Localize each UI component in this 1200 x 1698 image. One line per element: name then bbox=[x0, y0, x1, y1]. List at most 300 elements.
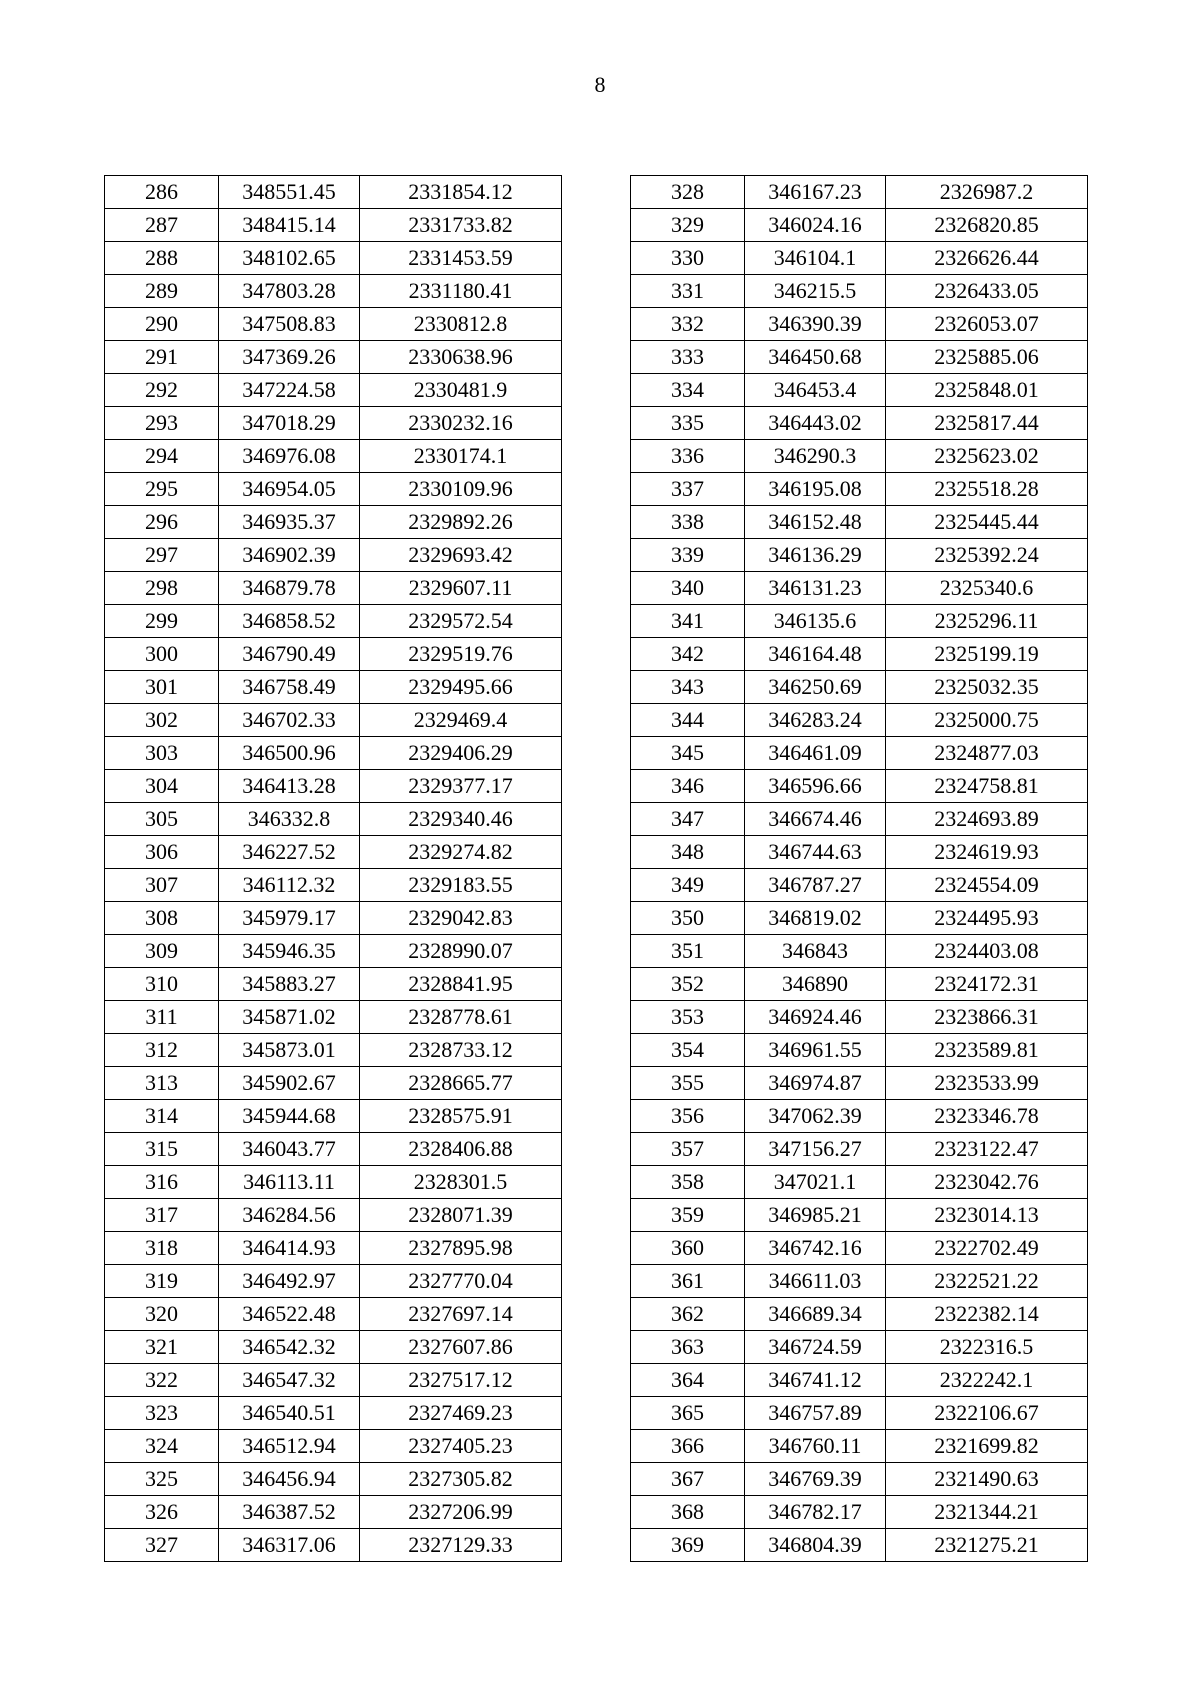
x-coordinate-cell: 346879.78 bbox=[219, 572, 360, 605]
x-coordinate-cell: 346195.08 bbox=[745, 473, 886, 506]
x-coordinate-cell: 346024.16 bbox=[745, 209, 886, 242]
y-coordinate-cell: 2324495.93 bbox=[886, 902, 1088, 935]
x-coordinate-cell: 345871.02 bbox=[219, 1001, 360, 1034]
y-coordinate-cell: 2321490.63 bbox=[886, 1463, 1088, 1496]
y-coordinate-cell: 2327206.99 bbox=[360, 1496, 562, 1529]
y-coordinate-cell: 2329607.11 bbox=[360, 572, 562, 605]
point-number-cell: 315 bbox=[105, 1133, 219, 1166]
point-number-cell: 322 bbox=[105, 1364, 219, 1397]
x-coordinate-cell: 347803.28 bbox=[219, 275, 360, 308]
x-coordinate-cell: 346742.16 bbox=[745, 1232, 886, 1265]
x-coordinate-cell: 346935.37 bbox=[219, 506, 360, 539]
table-row bbox=[631, 1166, 1088, 1199]
point-number-cell: 361 bbox=[631, 1265, 745, 1298]
x-coordinate-cell: 346414.93 bbox=[219, 1232, 360, 1265]
y-coordinate-cell: 2329519.76 bbox=[360, 638, 562, 671]
y-coordinate-cell: 2324877.03 bbox=[886, 737, 1088, 770]
table-row bbox=[105, 374, 562, 407]
table-row bbox=[105, 737, 562, 770]
y-coordinate-cell: 2328575.91 bbox=[360, 1100, 562, 1133]
table-row bbox=[631, 704, 1088, 737]
table-row bbox=[105, 935, 562, 968]
x-coordinate-cell: 346522.48 bbox=[219, 1298, 360, 1331]
point-number-cell: 358 bbox=[631, 1166, 745, 1199]
y-coordinate-cell: 2327607.86 bbox=[360, 1331, 562, 1364]
x-coordinate-cell: 346413.28 bbox=[219, 770, 360, 803]
table-row bbox=[105, 1496, 562, 1529]
table-row bbox=[105, 506, 562, 539]
point-number-cell: 300 bbox=[105, 638, 219, 671]
x-coordinate-cell: 346167.23 bbox=[745, 176, 886, 209]
x-coordinate-cell: 346387.52 bbox=[219, 1496, 360, 1529]
table-row bbox=[105, 1034, 562, 1067]
point-number-cell: 303 bbox=[105, 737, 219, 770]
table-row bbox=[105, 704, 562, 737]
table-row bbox=[105, 539, 562, 572]
table-row bbox=[631, 1298, 1088, 1331]
point-number-cell: 317 bbox=[105, 1199, 219, 1232]
table-row bbox=[105, 671, 562, 704]
x-coordinate-cell: 346136.29 bbox=[745, 539, 886, 572]
table-row bbox=[105, 473, 562, 506]
point-number-cell: 316 bbox=[105, 1166, 219, 1199]
point-number-cell: 353 bbox=[631, 1001, 745, 1034]
table-body-right bbox=[631, 176, 1088, 1562]
point-number-cell: 354 bbox=[631, 1034, 745, 1067]
table-row bbox=[105, 1430, 562, 1463]
point-number-cell: 332 bbox=[631, 308, 745, 341]
x-coordinate-cell: 347062.39 bbox=[745, 1100, 886, 1133]
table-row bbox=[105, 1001, 562, 1034]
x-coordinate-cell: 347369.26 bbox=[219, 341, 360, 374]
point-number-cell: 338 bbox=[631, 506, 745, 539]
y-coordinate-cell: 2330812.8 bbox=[360, 308, 562, 341]
x-coordinate-cell: 347508.83 bbox=[219, 308, 360, 341]
x-coordinate-cell: 346954.05 bbox=[219, 473, 360, 506]
table-row bbox=[105, 1298, 562, 1331]
table-row bbox=[631, 1133, 1088, 1166]
table-row bbox=[105, 572, 562, 605]
point-number-cell: 342 bbox=[631, 638, 745, 671]
point-number-cell: 325 bbox=[105, 1463, 219, 1496]
table-row bbox=[631, 572, 1088, 605]
point-number-cell: 291 bbox=[105, 341, 219, 374]
point-number-cell: 347 bbox=[631, 803, 745, 836]
x-coordinate-cell: 346112.32 bbox=[219, 869, 360, 902]
y-coordinate-cell: 2323042.76 bbox=[886, 1166, 1088, 1199]
y-coordinate-cell: 2324554.09 bbox=[886, 869, 1088, 902]
y-coordinate-cell: 2328733.12 bbox=[360, 1034, 562, 1067]
point-number-cell: 319 bbox=[105, 1265, 219, 1298]
x-coordinate-cell: 347224.58 bbox=[219, 374, 360, 407]
table-row bbox=[631, 440, 1088, 473]
point-number-cell: 292 bbox=[105, 374, 219, 407]
point-number-cell: 330 bbox=[631, 242, 745, 275]
y-coordinate-cell: 2330232.16 bbox=[360, 407, 562, 440]
y-coordinate-cell: 2331453.59 bbox=[360, 242, 562, 275]
point-number-cell: 352 bbox=[631, 968, 745, 1001]
point-number-cell: 299 bbox=[105, 605, 219, 638]
y-coordinate-cell: 2321275.21 bbox=[886, 1529, 1088, 1562]
y-coordinate-cell: 2330481.9 bbox=[360, 374, 562, 407]
x-coordinate-cell: 346390.39 bbox=[745, 308, 886, 341]
coordinates-table-right bbox=[630, 175, 1088, 1562]
x-coordinate-cell: 346890 bbox=[745, 968, 886, 1001]
page-number: 8 bbox=[594, 72, 606, 97]
table-row bbox=[631, 638, 1088, 671]
x-coordinate-cell: 346790.49 bbox=[219, 638, 360, 671]
x-coordinate-cell: 346290.3 bbox=[745, 440, 886, 473]
table-row bbox=[105, 1397, 562, 1430]
table-row bbox=[105, 1232, 562, 1265]
point-number-cell: 308 bbox=[105, 902, 219, 935]
table-row bbox=[631, 506, 1088, 539]
point-number-cell: 304 bbox=[105, 770, 219, 803]
point-number-cell: 343 bbox=[631, 671, 745, 704]
y-coordinate-cell: 2331854.12 bbox=[360, 176, 562, 209]
x-coordinate-cell: 345902.67 bbox=[219, 1067, 360, 1100]
point-number-cell: 364 bbox=[631, 1364, 745, 1397]
x-coordinate-cell: 346512.94 bbox=[219, 1430, 360, 1463]
x-coordinate-cell: 346135.6 bbox=[745, 605, 886, 638]
y-coordinate-cell: 2326820.85 bbox=[886, 209, 1088, 242]
y-coordinate-cell: 2327129.33 bbox=[360, 1529, 562, 1562]
x-coordinate-cell: 346152.48 bbox=[745, 506, 886, 539]
y-coordinate-cell: 2322106.67 bbox=[886, 1397, 1088, 1430]
x-coordinate-cell: 346744.63 bbox=[745, 836, 886, 869]
point-number-cell: 369 bbox=[631, 1529, 745, 1562]
point-number-cell: 337 bbox=[631, 473, 745, 506]
table-row bbox=[631, 803, 1088, 836]
table-row bbox=[105, 1166, 562, 1199]
table-row bbox=[631, 1529, 1088, 1562]
x-coordinate-cell: 346974.87 bbox=[745, 1067, 886, 1100]
x-coordinate-cell: 346317.06 bbox=[219, 1529, 360, 1562]
point-number-cell: 365 bbox=[631, 1397, 745, 1430]
point-number-cell: 302 bbox=[105, 704, 219, 737]
x-coordinate-cell: 346843 bbox=[745, 935, 886, 968]
x-coordinate-cell: 346741.12 bbox=[745, 1364, 886, 1397]
point-number-cell: 329 bbox=[631, 209, 745, 242]
point-number-cell: 309 bbox=[105, 935, 219, 968]
y-coordinate-cell: 2325296.11 bbox=[886, 605, 1088, 638]
table-row bbox=[105, 275, 562, 308]
x-coordinate-cell: 346164.48 bbox=[745, 638, 886, 671]
table-row bbox=[105, 803, 562, 836]
point-number-cell: 311 bbox=[105, 1001, 219, 1034]
x-coordinate-cell: 345979.17 bbox=[219, 902, 360, 935]
y-coordinate-cell: 2324619.93 bbox=[886, 836, 1088, 869]
y-coordinate-cell: 2325032.35 bbox=[886, 671, 1088, 704]
table-row bbox=[631, 671, 1088, 704]
table-row bbox=[105, 209, 562, 242]
y-coordinate-cell: 2325518.28 bbox=[886, 473, 1088, 506]
table-row bbox=[105, 1265, 562, 1298]
x-coordinate-cell: 346456.94 bbox=[219, 1463, 360, 1496]
x-coordinate-cell: 346332.8 bbox=[219, 803, 360, 836]
x-coordinate-cell: 346540.51 bbox=[219, 1397, 360, 1430]
table-row bbox=[105, 605, 562, 638]
y-coordinate-cell: 2329693.42 bbox=[360, 539, 562, 572]
point-number-cell: 351 bbox=[631, 935, 745, 968]
y-coordinate-cell: 2329042.83 bbox=[360, 902, 562, 935]
table-row bbox=[631, 242, 1088, 275]
point-number-cell: 340 bbox=[631, 572, 745, 605]
x-coordinate-cell: 346819.02 bbox=[745, 902, 886, 935]
table-row bbox=[631, 407, 1088, 440]
point-number-cell: 296 bbox=[105, 506, 219, 539]
point-number-cell: 362 bbox=[631, 1298, 745, 1331]
point-number-cell: 298 bbox=[105, 572, 219, 605]
table-row bbox=[105, 836, 562, 869]
y-coordinate-cell: 2326433.05 bbox=[886, 275, 1088, 308]
y-coordinate-cell: 2324693.89 bbox=[886, 803, 1088, 836]
y-coordinate-cell: 2326053.07 bbox=[886, 308, 1088, 341]
y-coordinate-cell: 2322242.1 bbox=[886, 1364, 1088, 1397]
x-coordinate-cell: 346250.69 bbox=[745, 671, 886, 704]
point-number-cell: 318 bbox=[105, 1232, 219, 1265]
x-coordinate-cell: 346542.32 bbox=[219, 1331, 360, 1364]
table-row bbox=[631, 539, 1088, 572]
y-coordinate-cell: 2327517.12 bbox=[360, 1364, 562, 1397]
table-row bbox=[631, 1430, 1088, 1463]
x-coordinate-cell: 346858.52 bbox=[219, 605, 360, 638]
y-coordinate-cell: 2329406.29 bbox=[360, 737, 562, 770]
point-number-cell: 287 bbox=[105, 209, 219, 242]
table-row bbox=[631, 1100, 1088, 1133]
point-number-cell: 366 bbox=[631, 1430, 745, 1463]
x-coordinate-cell: 347021.1 bbox=[745, 1166, 886, 1199]
x-coordinate-cell: 345883.27 bbox=[219, 968, 360, 1001]
table-row bbox=[105, 1529, 562, 1562]
x-coordinate-cell: 346450.68 bbox=[745, 341, 886, 374]
table-row bbox=[631, 1364, 1088, 1397]
y-coordinate-cell: 2331180.41 bbox=[360, 275, 562, 308]
table-row bbox=[105, 440, 562, 473]
point-number-cell: 301 bbox=[105, 671, 219, 704]
table-row bbox=[105, 308, 562, 341]
x-coordinate-cell: 346547.32 bbox=[219, 1364, 360, 1397]
point-number-cell: 290 bbox=[105, 308, 219, 341]
y-coordinate-cell: 2329495.66 bbox=[360, 671, 562, 704]
x-coordinate-cell: 346500.96 bbox=[219, 737, 360, 770]
y-coordinate-cell: 2322521.22 bbox=[886, 1265, 1088, 1298]
x-coordinate-cell: 346611.03 bbox=[745, 1265, 886, 1298]
x-coordinate-cell: 346961.55 bbox=[745, 1034, 886, 1067]
x-coordinate-cell: 346769.39 bbox=[745, 1463, 886, 1496]
table-row bbox=[631, 770, 1088, 803]
point-number-cell: 334 bbox=[631, 374, 745, 407]
x-coordinate-cell: 346902.39 bbox=[219, 539, 360, 572]
point-number-cell: 348 bbox=[631, 836, 745, 869]
table-body-left bbox=[105, 176, 562, 1562]
table-row bbox=[105, 638, 562, 671]
x-coordinate-cell: 346461.09 bbox=[745, 737, 886, 770]
y-coordinate-cell: 2325623.02 bbox=[886, 440, 1088, 473]
y-coordinate-cell: 2329340.46 bbox=[360, 803, 562, 836]
point-number-cell: 307 bbox=[105, 869, 219, 902]
x-coordinate-cell: 346758.49 bbox=[219, 671, 360, 704]
point-number-cell: 346 bbox=[631, 770, 745, 803]
table-row bbox=[105, 1364, 562, 1397]
point-number-cell: 336 bbox=[631, 440, 745, 473]
y-coordinate-cell: 2323589.81 bbox=[886, 1034, 1088, 1067]
y-coordinate-cell: 2322702.49 bbox=[886, 1232, 1088, 1265]
x-coordinate-cell: 346689.34 bbox=[745, 1298, 886, 1331]
point-number-cell: 305 bbox=[105, 803, 219, 836]
y-coordinate-cell: 2329572.54 bbox=[360, 605, 562, 638]
y-coordinate-cell: 2327895.98 bbox=[360, 1232, 562, 1265]
point-number-cell: 310 bbox=[105, 968, 219, 1001]
point-number-cell: 288 bbox=[105, 242, 219, 275]
y-coordinate-cell: 2324172.31 bbox=[886, 968, 1088, 1001]
table-row bbox=[631, 1397, 1088, 1430]
point-number-cell: 344 bbox=[631, 704, 745, 737]
point-number-cell: 306 bbox=[105, 836, 219, 869]
x-coordinate-cell: 348415.14 bbox=[219, 209, 360, 242]
table-row bbox=[105, 1463, 562, 1496]
y-coordinate-cell: 2322316.5 bbox=[886, 1331, 1088, 1364]
y-coordinate-cell: 2325817.44 bbox=[886, 407, 1088, 440]
table-row bbox=[631, 1199, 1088, 1232]
y-coordinate-cell: 2325848.01 bbox=[886, 374, 1088, 407]
point-number-cell: 294 bbox=[105, 440, 219, 473]
y-coordinate-cell: 2328071.39 bbox=[360, 1199, 562, 1232]
table-row bbox=[631, 473, 1088, 506]
table-row bbox=[631, 341, 1088, 374]
point-number-cell: 368 bbox=[631, 1496, 745, 1529]
y-coordinate-cell: 2327405.23 bbox=[360, 1430, 562, 1463]
table-row bbox=[631, 1463, 1088, 1496]
table-row bbox=[105, 902, 562, 935]
table-row bbox=[631, 1034, 1088, 1067]
x-coordinate-cell: 347156.27 bbox=[745, 1133, 886, 1166]
point-number-cell: 314 bbox=[105, 1100, 219, 1133]
y-coordinate-cell: 2329274.82 bbox=[360, 836, 562, 869]
table-row bbox=[631, 176, 1088, 209]
y-coordinate-cell: 2325445.44 bbox=[886, 506, 1088, 539]
x-coordinate-cell: 346924.46 bbox=[745, 1001, 886, 1034]
point-number-cell: 312 bbox=[105, 1034, 219, 1067]
coordinates-table-left bbox=[104, 175, 562, 1562]
x-coordinate-cell: 346976.08 bbox=[219, 440, 360, 473]
y-coordinate-cell: 2326987.2 bbox=[886, 176, 1088, 209]
table-row bbox=[105, 1100, 562, 1133]
table-row bbox=[631, 374, 1088, 407]
x-coordinate-cell: 346043.77 bbox=[219, 1133, 360, 1166]
x-coordinate-cell: 346724.59 bbox=[745, 1331, 886, 1364]
table-row bbox=[105, 770, 562, 803]
x-coordinate-cell: 346283.24 bbox=[745, 704, 886, 737]
x-coordinate-cell: 346782.17 bbox=[745, 1496, 886, 1529]
point-number-cell: 286 bbox=[105, 176, 219, 209]
point-number-cell: 350 bbox=[631, 902, 745, 935]
y-coordinate-cell: 2331733.82 bbox=[360, 209, 562, 242]
point-number-cell: 323 bbox=[105, 1397, 219, 1430]
y-coordinate-cell: 2323346.78 bbox=[886, 1100, 1088, 1133]
table-row bbox=[631, 1001, 1088, 1034]
x-coordinate-cell: 345946.35 bbox=[219, 935, 360, 968]
x-coordinate-cell: 346492.97 bbox=[219, 1265, 360, 1298]
y-coordinate-cell: 2325885.06 bbox=[886, 341, 1088, 374]
point-number-cell: 324 bbox=[105, 1430, 219, 1463]
point-number-cell: 326 bbox=[105, 1496, 219, 1529]
point-number-cell: 357 bbox=[631, 1133, 745, 1166]
point-number-cell: 327 bbox=[105, 1529, 219, 1562]
x-coordinate-cell: 346215.5 bbox=[745, 275, 886, 308]
table-row bbox=[105, 1199, 562, 1232]
x-coordinate-cell: 346760.11 bbox=[745, 1430, 886, 1463]
table-row bbox=[631, 275, 1088, 308]
y-coordinate-cell: 2323014.13 bbox=[886, 1199, 1088, 1232]
table-row bbox=[105, 968, 562, 1001]
table-row bbox=[631, 1265, 1088, 1298]
y-coordinate-cell: 2322382.14 bbox=[886, 1298, 1088, 1331]
y-coordinate-cell: 2330109.96 bbox=[360, 473, 562, 506]
x-coordinate-cell: 346674.46 bbox=[745, 803, 886, 836]
x-coordinate-cell: 346443.02 bbox=[745, 407, 886, 440]
point-number-cell: 289 bbox=[105, 275, 219, 308]
x-coordinate-cell: 346453.4 bbox=[745, 374, 886, 407]
point-number-cell: 345 bbox=[631, 737, 745, 770]
y-coordinate-cell: 2327305.82 bbox=[360, 1463, 562, 1496]
point-number-cell: 313 bbox=[105, 1067, 219, 1100]
x-coordinate-cell: 345873.01 bbox=[219, 1034, 360, 1067]
point-number-cell: 297 bbox=[105, 539, 219, 572]
point-number-cell: 295 bbox=[105, 473, 219, 506]
table-row bbox=[631, 605, 1088, 638]
point-number-cell: 355 bbox=[631, 1067, 745, 1100]
table-row bbox=[105, 407, 562, 440]
x-coordinate-cell: 346596.66 bbox=[745, 770, 886, 803]
x-coordinate-cell: 345944.68 bbox=[219, 1100, 360, 1133]
table-row bbox=[631, 737, 1088, 770]
y-coordinate-cell: 2328778.61 bbox=[360, 1001, 562, 1034]
table-row bbox=[105, 176, 562, 209]
point-number-cell: 320 bbox=[105, 1298, 219, 1331]
table-row bbox=[631, 1496, 1088, 1529]
y-coordinate-cell: 2328665.77 bbox=[360, 1067, 562, 1100]
point-number-cell: 360 bbox=[631, 1232, 745, 1265]
y-coordinate-cell: 2323122.47 bbox=[886, 1133, 1088, 1166]
x-coordinate-cell: 346113.11 bbox=[219, 1166, 360, 1199]
y-coordinate-cell: 2330174.1 bbox=[360, 440, 562, 473]
x-coordinate-cell: 348551.45 bbox=[219, 176, 360, 209]
y-coordinate-cell: 2323866.31 bbox=[886, 1001, 1088, 1034]
x-coordinate-cell: 346104.1 bbox=[745, 242, 886, 275]
y-coordinate-cell: 2329469.4 bbox=[360, 704, 562, 737]
table-row bbox=[631, 308, 1088, 341]
table-row bbox=[631, 902, 1088, 935]
y-coordinate-cell: 2328990.07 bbox=[360, 935, 562, 968]
point-number-cell: 331 bbox=[631, 275, 745, 308]
x-coordinate-cell: 346227.52 bbox=[219, 836, 360, 869]
point-number-cell: 321 bbox=[105, 1331, 219, 1364]
x-coordinate-cell: 346757.89 bbox=[745, 1397, 886, 1430]
x-coordinate-cell: 346131.23 bbox=[745, 572, 886, 605]
x-coordinate-cell: 346787.27 bbox=[745, 869, 886, 902]
y-coordinate-cell: 2329892.26 bbox=[360, 506, 562, 539]
table-row bbox=[105, 242, 562, 275]
point-number-cell: 335 bbox=[631, 407, 745, 440]
y-coordinate-cell: 2321699.82 bbox=[886, 1430, 1088, 1463]
y-coordinate-cell: 2325340.6 bbox=[886, 572, 1088, 605]
table-row bbox=[631, 1331, 1088, 1364]
x-coordinate-cell: 346804.39 bbox=[745, 1529, 886, 1562]
y-coordinate-cell: 2323533.99 bbox=[886, 1067, 1088, 1100]
point-number-cell: 363 bbox=[631, 1331, 745, 1364]
y-coordinate-cell: 2327469.23 bbox=[360, 1397, 562, 1430]
